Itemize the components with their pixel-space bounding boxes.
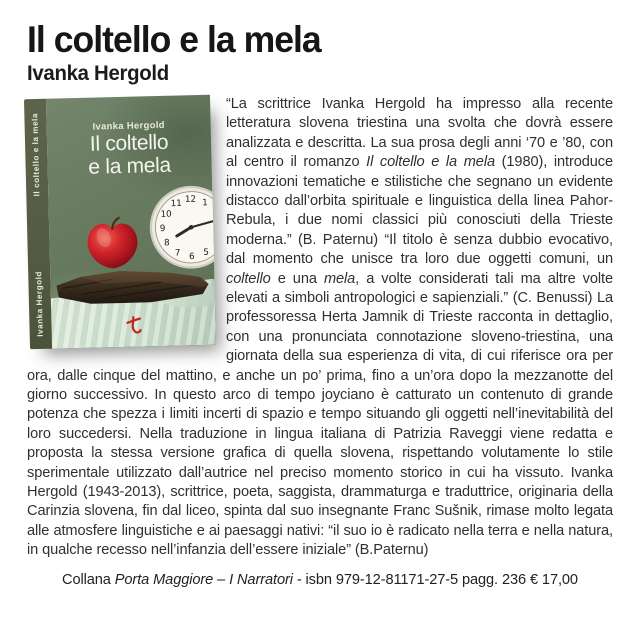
svg-text:5: 5 (203, 247, 210, 258)
apple-image (83, 214, 142, 273)
svg-text:1: 1 (202, 198, 208, 209)
page-author: Ivanka Hergold (27, 61, 169, 85)
book-front-cover (46, 95, 223, 349)
cover-title-line1: Il coltello (89, 130, 169, 156)
cover-author-name: Ivanka Hergold (92, 119, 165, 133)
svg-text:9: 9 (159, 224, 166, 235)
cover-title-line2: e la mela (88, 153, 172, 179)
clock-icon (146, 182, 223, 272)
cover-title (47, 131, 212, 180)
svg-text:10: 10 (160, 209, 172, 220)
description-text (27, 95, 613, 561)
svg-text:11: 11 (170, 198, 182, 210)
publisher-logo-icon (125, 315, 141, 334)
book-cover-image (24, 95, 223, 349)
page-title: Il coltello e la mela (27, 19, 321, 60)
svg-text:6: 6 (188, 251, 195, 263)
svg-text:8: 8 (163, 238, 170, 249)
svg-text:2: 2 (212, 208, 219, 219)
footer-info: Collana Porta Maggiore – I Narratori - isbn 979-12-81171-27-5 pagg. 236 € 17,00 (62, 571, 578, 588)
svg-text:4: 4 (213, 236, 220, 248)
spine-author: Ivanka Hergold (34, 271, 46, 338)
svg-text:12: 12 (184, 194, 197, 205)
spine-title: Il coltello e la mela (30, 112, 42, 197)
svg-text:7: 7 (174, 248, 181, 259)
clock-numbers: 12 1234567891011 (159, 194, 223, 263)
description-rich-text: “La scrittrice Ivanka Hergold ha impresso alla recente letteratura slovena triestina una svolta che dovrà essere analizzata e descritta. La sua prosa degli anni ‘70 e ’80, con al centro il romanzo Il coltello e la mela (1980), introduce innovazioni tematiche e stilistiche che segnano un evidente distacco dall’orbita spirituale e linguistica della linea Pahor-Rebula, i due nomi classici più conosciuti della Trieste moderna.” (B. Paternu) “Il titolo è senza dubbio evocativo, dal momento che unisce tra loro due oggetti comuni, un coltello e una mela, a volte considerati tali ma altre volte elevati a simboli antropologici e sapienziali.” (C. Benussi) La professoressa Herta Jamnik di Trieste racconta in dettaglio, con una pronunciata connotazione sloveno-triestina, una giornata della sua esperienza di vita, di cui riferisce ora per ora, dalle cinque del mattino, e anche un po’ prima, fino a un’ora dopo la mezzanotte del giorno successivo. In questo arco di tempo joyciano è catturato un contenuto di grande potenza che spezza i limiti incerti di spazio e tempo situando gli oggetti nell’inevitabilità del loro succedersi. Nella traduzione in lingua italiana di Patrizia Raveggi viene redatta e proposta la stessa versione grafica di quella slovena, rispettando volutamente lo stile sperimentale utilizzato dall’autrice nel preciso momento storico in cui ha vissuto. Ivanka Hergold (1943-2013), scrittrice, poeta, saggista, drammaturga e traduttrice, originaria della Carinzia slovena, fin dal liceo, spinta dal suo insegnante Franc Sušnik, rimase molto legata alle atmosfere linguistiche e ai paesaggi nativi: “il suo io è radicato nella terra e nella natura, in qualche recesso nell’infanzia dell’essere iniziale” (B.Paternu) (27, 95, 614, 559)
